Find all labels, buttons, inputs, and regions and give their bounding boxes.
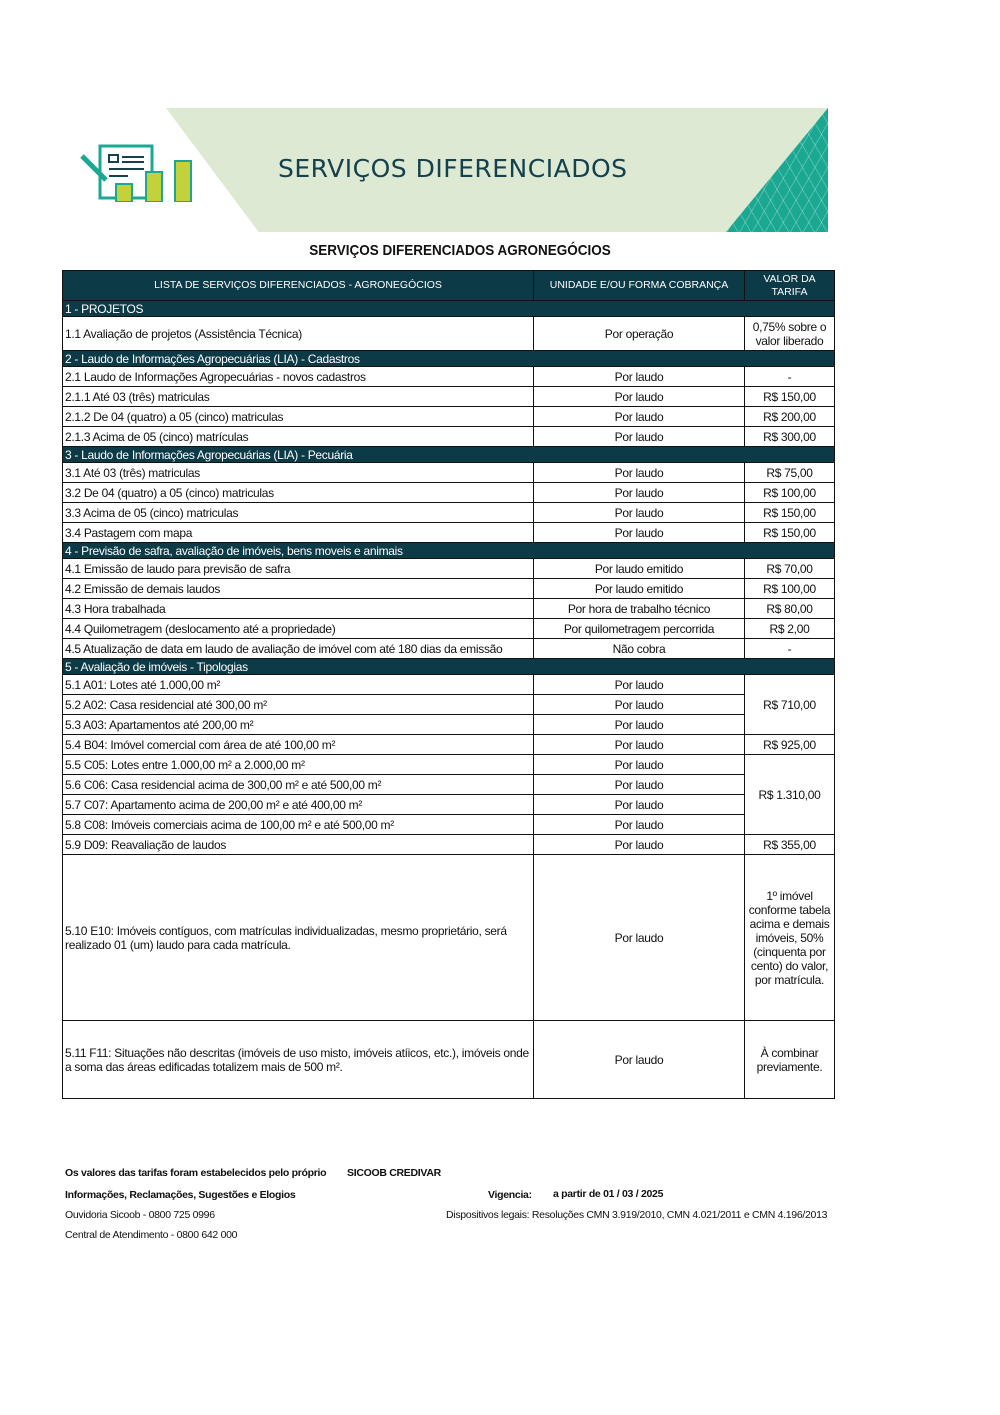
table-row: [63, 735, 835, 755]
table-row: [63, 795, 835, 815]
charge-unit: Não cobra: [534, 639, 745, 659]
service-name: 5.4 B04: Imóvel comercial com área de até 100,00 m²: [63, 735, 534, 755]
tariff-value: -: [745, 367, 835, 387]
charge-unit: Por laudo: [534, 675, 745, 695]
charge-unit: Por laudo: [534, 795, 745, 815]
charge-unit: Por laudo: [534, 815, 745, 835]
charge-unit: Por laudo: [534, 407, 745, 427]
table-row: [63, 835, 835, 855]
service-name: 2.1.2 De 04 (quatro) a 05 (cinco) matriculas: [63, 407, 534, 427]
section-title: 4 - Previsão de safra, avaliação de imóveis, bens moveis e animais: [63, 543, 835, 559]
service-name: 5.6 C06: Casa residencial acima de 300,00 m² e até 500,00 m²: [63, 775, 534, 795]
charge-unit: Por hora de trabalho técnico: [534, 599, 745, 619]
header-services: LISTA DE SERVIÇOS DIFERENCIADOS - AGRONEGÓCIOS: [63, 271, 534, 301]
table-row: [63, 463, 835, 483]
charge-unit: Por laudo: [534, 463, 745, 483]
service-name: 2.1.3 Acima de 05 (cinco) matrículas: [63, 427, 534, 447]
table-row: [63, 407, 835, 427]
table-row: [63, 815, 835, 835]
charge-unit: Por laudo: [534, 1021, 745, 1099]
header-unit: UNIDADE E/OU FORMA COBRANÇA: [534, 271, 745, 301]
report-chart-icon: [78, 140, 196, 202]
tariff-value: R$ 300,00: [745, 427, 835, 447]
charge-unit: Por quilometragem percorrida: [534, 619, 745, 639]
table-row: [63, 639, 835, 659]
tariff-value: 1º imóvel conforme tabela acima e demais imóveis, 50% (cinquenta por cento) do valor, por matrícula.: [745, 855, 835, 1021]
section-title: 2 - Laudo de Informações Agropecuárias (LIA) - Cadastros: [63, 351, 835, 367]
charge-unit: Por laudo: [534, 523, 745, 543]
service-name: 5.1 A01: Lotes até 1.000,00 m²: [63, 675, 534, 695]
service-name: 5.2 A02: Casa residencial até 300,00 m²: [63, 695, 534, 715]
footer-info: Informações, Reclamações, Sugestões e Elogios: [65, 1189, 296, 1201]
tariff-value: -: [745, 639, 835, 659]
service-name: 4.2 Emissão de demais laudos: [63, 579, 534, 599]
table-row: [63, 559, 835, 579]
service-name: 3.1 Até 03 (três) matriculas: [63, 463, 534, 483]
tariff-value: R$ 150,00: [745, 523, 835, 543]
tariff-value: 0,75% sobre o valor liberado: [745, 317, 835, 351]
section-row: [63, 351, 835, 367]
service-name: 5.9 D09: Reavaliação de laudos: [63, 835, 534, 855]
service-name: 4.4 Quilometragem (deslocamento até a propriedade): [63, 619, 534, 639]
service-name: 4.1 Emissão de laudo para previsão de safra: [63, 559, 534, 579]
table-row: [63, 599, 835, 619]
charge-unit: Por laudo: [534, 695, 745, 715]
charge-unit: Por laudo emitido: [534, 579, 745, 599]
charge-unit: Por laudo: [534, 755, 745, 775]
section-row: [63, 301, 835, 317]
service-name: 5.3 A03: Apartamentos até 200,00 m²: [63, 715, 534, 735]
tariff-value: R$ 150,00: [745, 387, 835, 407]
service-name: 4.5 Atualização de data em laudo de avaliação de imóvel com até 180 dias da emissão: [63, 639, 534, 659]
tariff-value: R$ 100,00: [745, 483, 835, 503]
charge-unit: Por laudo: [534, 483, 745, 503]
service-name: 5.11 F11: Situações não descritas (imóveis de uso misto, imóveis atíicos, etc.), imóveis onde a soma das áreas edificadas totalizem mais de 500 m².: [63, 1021, 534, 1099]
service-name: 3.2 De 04 (quatro) a 05 (cinco) matriculas: [63, 483, 534, 503]
tariff-value: R$ 925,00: [745, 735, 835, 755]
service-name: 5.7 C07: Apartamento acima de 200,00 m² e até 400,00 m²: [63, 795, 534, 815]
tariff-value: R$ 70,00: [745, 559, 835, 579]
charge-unit: Por laudo: [534, 503, 745, 523]
header-value: VALOR DA TARIFA: [745, 271, 835, 301]
tariff-value: À combinar previamente.: [745, 1021, 835, 1099]
tariff-value: R$ 100,00: [745, 579, 835, 599]
tariff-value: R$ 150,00: [745, 503, 835, 523]
validity-label: Vigencia:: [488, 1189, 532, 1201]
ombudsman-contact: Ouvidoria Sicoob - 0800 725 0996: [65, 1209, 215, 1221]
tariff-value: R$ 1.310,00: [745, 755, 835, 835]
service-name: 5.5 C05: Lotes entre 1.000,00 m² a 2.000,00 m²: [63, 755, 534, 775]
service-name: 3.3 Acima de 05 (cinco) matriculas: [63, 503, 534, 523]
footer-company: SICOOB CREDIVAR: [347, 1167, 441, 1179]
table-row: [63, 775, 835, 795]
table-row: [63, 619, 835, 639]
services-table: [62, 270, 835, 1099]
footer-note: Os valores das tarifas foram estabelecidos pelo próprio: [65, 1167, 327, 1179]
banner-title: SERVIÇOS DIFERENCIADOS: [278, 154, 628, 183]
tariff-value: R$ 2,00: [745, 619, 835, 639]
table-row: [63, 675, 835, 695]
table-row: [63, 715, 835, 735]
table-row: [63, 503, 835, 523]
charge-unit: Por laudo: [534, 367, 745, 387]
service-name: 5.10 E10: Imóveis contíguos, com matrículas individualizadas, mesmo proprietário, será realizado 01 (um) laudo para cada matrícula.: [63, 855, 534, 1021]
section-title: 5 - Avaliação de imóveis - Tipologias: [63, 659, 835, 675]
tariff-value: R$ 75,00: [745, 463, 835, 483]
tariff-value: R$ 355,00: [745, 835, 835, 855]
charge-unit: Por laudo: [534, 427, 745, 447]
charge-unit: Por laudo emitido: [534, 559, 745, 579]
charge-unit: Por operação: [534, 317, 745, 351]
table-row: [63, 855, 835, 1021]
page-title: SERVIÇOS DIFERENCIADOS AGRONEGÓCIOS: [309, 242, 611, 259]
table-row: [63, 1021, 835, 1099]
table-row: [63, 367, 835, 387]
charge-unit: Por laudo: [534, 855, 745, 1021]
table-row: [63, 695, 835, 715]
section-title: 1 - PROJETOS: [63, 301, 835, 317]
table-row: [63, 387, 835, 407]
tariff-value: R$ 80,00: [745, 599, 835, 619]
charge-unit: Por laudo: [534, 775, 745, 795]
table-row: [63, 427, 835, 447]
charge-unit: Por laudo: [534, 715, 745, 735]
section-row: [63, 659, 835, 675]
charge-unit: Por laudo: [534, 735, 745, 755]
service-name: 1.1 Avaliação de projetos (Assistência Técnica): [63, 317, 534, 351]
section-row: [63, 447, 835, 463]
service-name: 2.1 Laudo de Informações Agropecuárias - novos cadastros: [63, 367, 534, 387]
table-row: [63, 755, 835, 775]
service-name: 4.3 Hora trabalhada: [63, 599, 534, 619]
tariff-value: R$ 710,00: [745, 675, 835, 735]
section-row: [63, 543, 835, 559]
service-name: 3.4 Pastagem com mapa: [63, 523, 534, 543]
table-row: [63, 579, 835, 599]
charge-unit: Por laudo: [534, 387, 745, 407]
service-name: 5.8 C08: Imóveis comerciais acima de 100,00 m² e até 500,00 m²: [63, 815, 534, 835]
legal-provisions: Dispositivos legais: Resoluções CMN 3.919/2010, CMN 4.021/2011 e CMN 4.196/2013: [446, 1209, 828, 1221]
table-row: [63, 483, 835, 503]
table-row: [63, 523, 835, 543]
validity-value: a partir de 01 / 03 / 2025: [553, 1188, 664, 1200]
service-name: 2.1.1 Até 03 (três) matriculas: [63, 387, 534, 407]
charge-unit: Por laudo: [534, 835, 745, 855]
section-title: 3 - Laudo de Informações Agropecuárias (LIA) - Pecuária: [63, 447, 835, 463]
service-center-contact: Central de Atendimento - 0800 642 000: [65, 1229, 238, 1241]
tariff-value: R$ 200,00: [745, 407, 835, 427]
table-row: [63, 317, 835, 351]
